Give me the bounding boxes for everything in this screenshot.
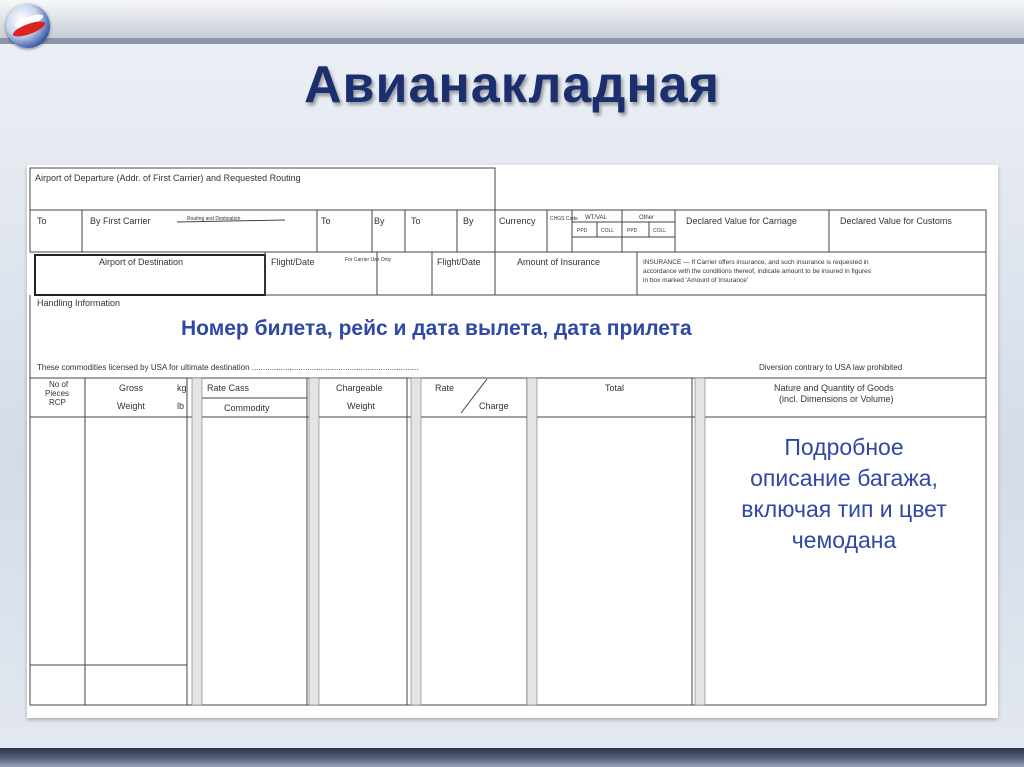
airway-bill-svg [27, 165, 998, 718]
airline-logo-icon [6, 4, 50, 48]
to-label-3: To [411, 216, 421, 226]
col-rate-class: Rate Cass [207, 383, 250, 393]
baggage-annotation-4: чемодана [791, 527, 897, 553]
col-weight: Weight [117, 401, 145, 411]
diversion-note: Diversion contrary to USA law prohibited [759, 363, 903, 372]
top-banner [0, 0, 1024, 38]
col-nature-2: (incl. Dimensions or Volume) [779, 394, 894, 404]
routing-destination-label: Routing and Destination [187, 216, 241, 222]
col-charge: Charge [479, 401, 509, 411]
airport-destination-label: Airport of Destination [99, 257, 184, 267]
to-label-2: To [321, 216, 331, 226]
bottom-banner [0, 748, 1024, 767]
col-rate: Rate [435, 383, 455, 393]
by-label-3: By [463, 216, 474, 226]
to-label-1: To [37, 216, 47, 226]
declared-customs-label: Declared Value for Customs [840, 216, 952, 226]
by-label-2: By [374, 216, 385, 226]
baggage-annotation-2: описание багажа, [750, 465, 938, 491]
col-weight-2: Weight [347, 401, 375, 411]
col-nature-1: Nature and Quantity of Goods [774, 383, 894, 393]
top-stripe [0, 38, 1024, 44]
other-label: Other [639, 215, 655, 221]
baggage-annotation-3: включая тип и цвет [741, 496, 947, 522]
col-commodity: Commodity [224, 403, 270, 413]
col-gross: Gross [119, 383, 144, 393]
col-pieces-3: RCP [49, 398, 66, 407]
coll-label-1: COLL [601, 228, 615, 234]
ppd-label-2: PPD [627, 228, 638, 234]
insurance-text-3: in box marked 'Amount of Insurance' [643, 277, 749, 284]
commodities-note: These commodities licensed by USA for ultimate destination ........................................................................... [37, 363, 419, 372]
airway-bill-form [27, 165, 998, 718]
col-pieces-2: Pieces [45, 389, 70, 398]
amount-insurance-label: Amount of Insurance [517, 257, 601, 267]
flight-date-label-1: Flight/Date [271, 257, 315, 267]
col-total: Total [605, 383, 625, 393]
ticket-annotation: Номер билета, рейс и дата вылета, дата прилета [181, 317, 692, 340]
slide-title: Авианакладная [303, 56, 721, 114]
insurance-text-1: INSURANCE — If Carrier offers insurance, and such insurance is requested in [643, 259, 869, 266]
baggage-annotation-1: Подробное [784, 434, 904, 460]
currency-label: Currency [499, 216, 536, 226]
col-pieces-1: No of [49, 380, 69, 389]
airport-departure-label: Airport of Departure (Addr. of First Carrier) and Requested Routing [35, 173, 301, 183]
by-first-carrier-label: By First Carrier [90, 216, 151, 226]
handling-info-label: Handling Information [37, 298, 121, 308]
ppd-label-1: PPD [577, 228, 588, 234]
coll-label-2: COLL [653, 228, 667, 234]
chgs-code-label: CHGS Code [550, 216, 578, 222]
declared-carriage-label: Declared Value for Carriage [686, 216, 797, 226]
carrier-use-label: For Carrier Use Only [345, 257, 392, 263]
flight-date-label-2: Flight/Date [437, 257, 481, 267]
col-chargeable: Chargeable [336, 383, 383, 393]
insurance-text-2: accordance with the conditions thereof, indicate amount to be insured in figures [643, 268, 871, 275]
col-kg: kg [177, 383, 187, 393]
wt-val-label: WT/VAL [585, 215, 607, 221]
col-lb: lb [177, 401, 185, 411]
